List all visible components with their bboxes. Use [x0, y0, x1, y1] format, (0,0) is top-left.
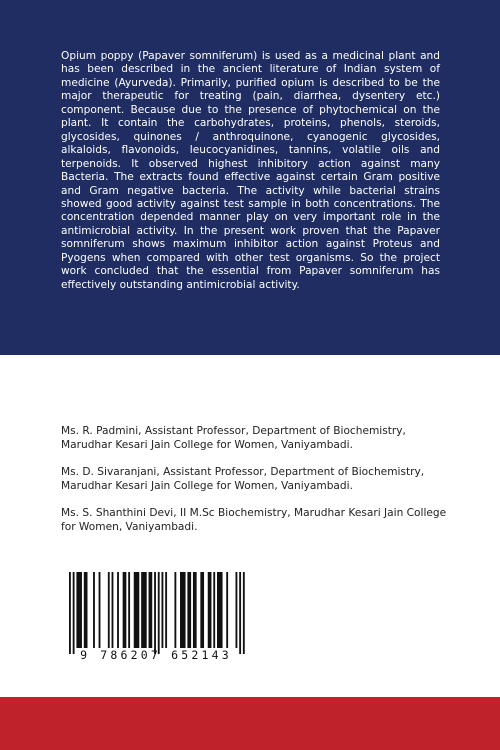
- author-list: [61, 425, 451, 549]
- barcode-bar: [149, 572, 153, 648]
- blurb-text: Opium poppy (Papaver somniferum) is used as a medicinal plant and has been described in the ancient literature of Indian system of medicine (Ayurveda). Primarily, purified opium is described to be the major therapeutic for treating (pain, diarrhea, dysentery etc.) component. Because due to the presence of phytochemical on the plant. It contain the carbohydrates, proteins, phenols, steroids, glycosides, quinones / anthroquinone, cyanogenic glycosides, alkaloids, flavonoids, leucocyanidines, tannins, volatile oils and terpenoids. It observed highest inhibitory action against many Bacteria. The extracts found effective against certain Gram positive and Gram negative bacteria. The activity while bacterial strains showed good activity against test sample in both concentrations. The concentration depended manner play on very important role in the antimicrobial activity. In the present work proven that the Papaver somniferum shows maximum inhibitor action against Proteus and Pyogens when compared with other test organisms. So the project work concluded that the essential from Papaver somniferum has effectively outstanding antimicrobial activity.: [61, 50, 440, 291]
- barcode-bar: [217, 572, 223, 648]
- barcode-bar: [99, 572, 101, 648]
- barcode-bar: [236, 572, 238, 648]
- barcode-bar: [112, 572, 114, 648]
- barcode-bar: [93, 572, 95, 648]
- barcode-bar: [69, 572, 71, 654]
- barcode-bar: [108, 572, 110, 648]
- barcode-bar: [73, 572, 75, 654]
- barcode-bar: [174, 572, 176, 648]
- back-cover-blurb-panel: [0, 0, 500, 355]
- author-entry: Ms. D. Sivaranjani, Assistant Professor, Department of Biochemistry, Marudhar Kesari Jain College for Women, Vaniyambadi.: [61, 466, 425, 492]
- barcode-bar: [154, 572, 156, 654]
- barcode-bar: [134, 572, 140, 648]
- bottom-color-band: [0, 697, 500, 750]
- barcode-digits: 9 786207 652143: [80, 648, 232, 662]
- barcode-bar: [123, 572, 127, 648]
- barcode-bar: [84, 572, 88, 648]
- barcode-bar: [213, 572, 215, 648]
- barcode-bar: [117, 572, 119, 648]
- barcode-bar: [165, 572, 167, 648]
- barcode-bar: [208, 572, 212, 648]
- barcode-bar: [162, 572, 164, 648]
- author-entry: Ms. R. Padmini, Assistant Professor, Department of Biochemistry, Marudhar Kesari Jain College for Women, Vaniyambadi.: [61, 425, 406, 451]
- barcode-bar: [141, 572, 147, 648]
- barcode-bar: [187, 572, 191, 648]
- barcode-bar: [243, 572, 245, 654]
- isbn-barcode: [59, 568, 254, 664]
- author-entry: Ms. S. Shanthini Devi, II M.Sc Biochemistry, Marudhar Kesari Jain College for Women, Vaniyambadi.: [61, 507, 447, 533]
- barcode-bar: [128, 572, 130, 648]
- barcode-bar: [226, 572, 228, 648]
- barcode-bar: [193, 572, 197, 648]
- barcode-bar: [200, 572, 204, 648]
- barcode-bar: [239, 572, 241, 654]
- barcode-bar: [76, 572, 82, 648]
- barcode-bar: [180, 572, 186, 648]
- barcode-bar: [158, 572, 160, 654]
